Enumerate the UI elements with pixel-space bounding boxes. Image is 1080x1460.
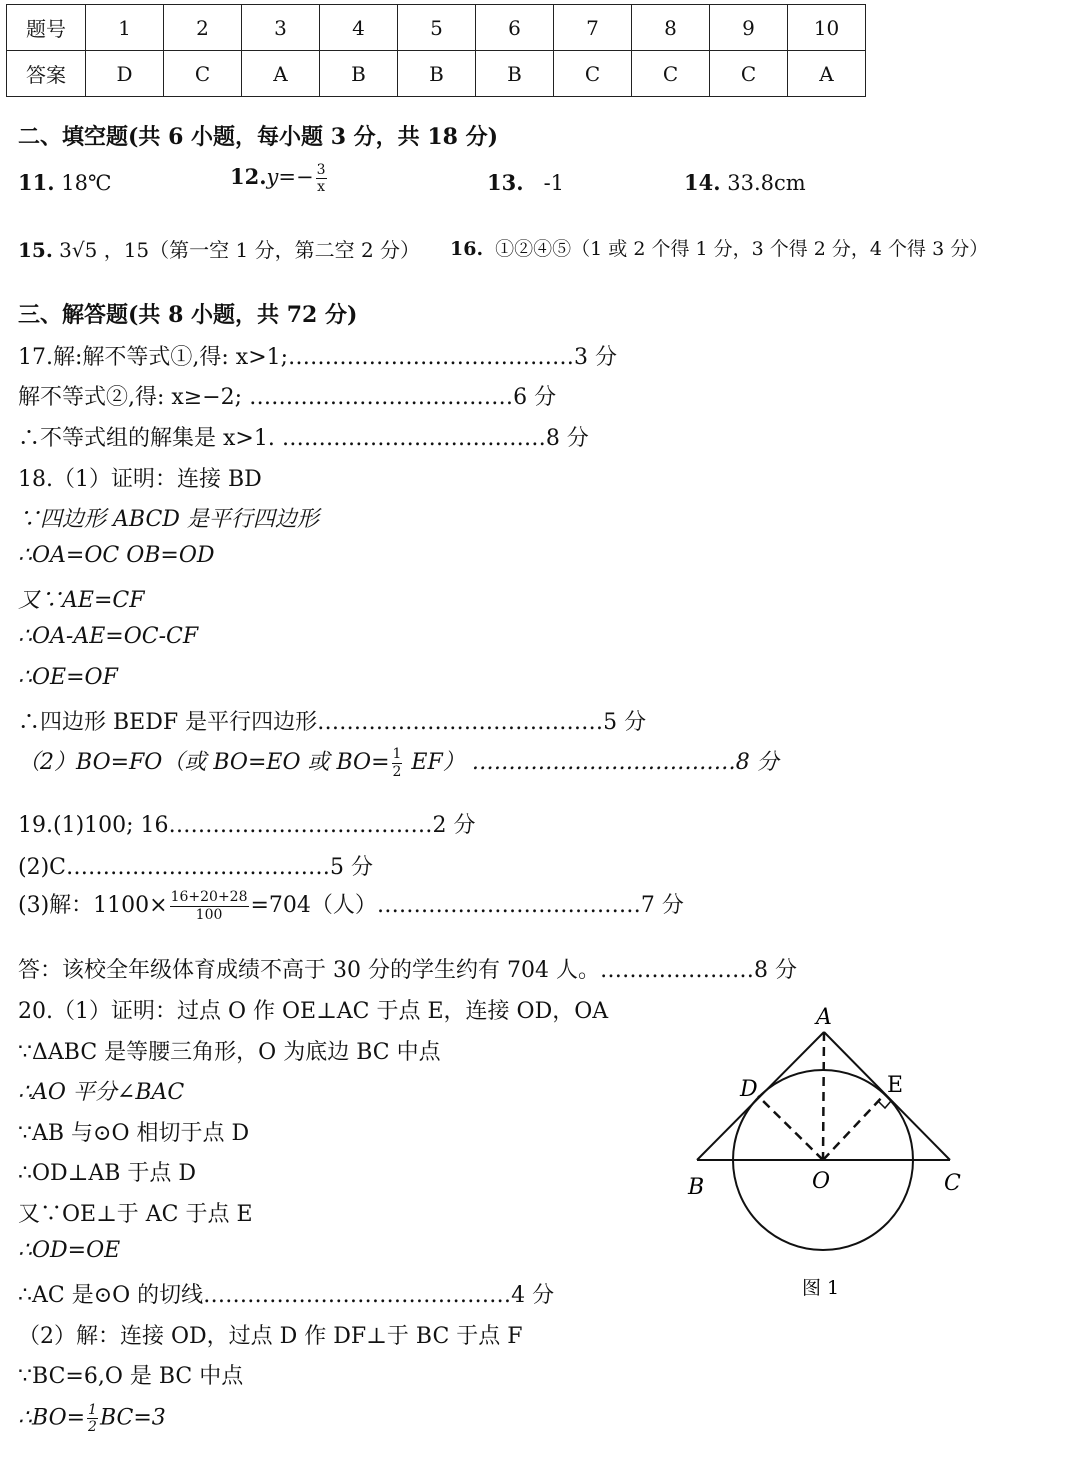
solution-line: （2）解：连接 OD，过点 D 作 DF⊥于 BC 于点 F: [18, 1324, 523, 1349]
section-title-fill: 二、填空题(共 6 小题，每小题 3 分，共 18 分): [18, 124, 499, 150]
solution-line: 又∵AE=CF: [18, 588, 145, 613]
point-label-e: E: [887, 1073, 904, 1098]
answer-value: 18℃: [61, 171, 112, 195]
question-number: 12.: [230, 164, 267, 190]
solution-line: ∴OD⊥AB 于点 D: [18, 1161, 197, 1186]
solution-line: ∴OA-AE=OC-CF: [18, 624, 199, 649]
answer-15: [18, 234, 420, 263]
line-text: BC=3: [99, 1405, 166, 1431]
question-number: 11.: [18, 170, 55, 195]
table-cell: C: [632, 51, 710, 97]
line-text: =704（人）………………………………7 分: [250, 893, 684, 918]
fraction-denominator: 100: [195, 906, 223, 923]
point-label-d: D: [740, 1077, 758, 1102]
point-label-o: O: [812, 1169, 831, 1194]
segment-oe: [823, 1094, 885, 1160]
solution-line: ∴OA=OC OB=OD: [18, 543, 215, 568]
table-cell: 1: [86, 5, 164, 51]
fraction-numerator: 16+20+28: [170, 889, 248, 906]
solution-line: ∵AB 与⊙O 相切于点 D: [18, 1121, 250, 1146]
solution-line: 答：该校全年级体育成绩不高于 30 分的学生约有 704 人。…………………8 分: [18, 958, 797, 983]
table-cell: 10: [788, 5, 866, 51]
question-number: 13.: [487, 170, 524, 195]
table-cell: B: [320, 51, 398, 97]
table-cell: 题号: [7, 5, 86, 51]
line-text: EF） ………………………………8 分: [404, 750, 779, 775]
solution-line: 17.解:解不等式①,得: x>1;…………………………………3 分: [18, 345, 618, 370]
answer-16: [450, 234, 988, 261]
solution-line: [18, 1402, 166, 1435]
answer-13: [487, 170, 564, 195]
fraction-denominator: x: [317, 179, 326, 196]
geometry-figure: [680, 1000, 980, 1310]
solution-line: ∴OD=OE: [18, 1238, 121, 1263]
fraction-numerator: 1: [88, 1402, 97, 1418]
line-text: （2）BO=FO（或 BO=EO 或 BO=: [18, 750, 390, 775]
solution-line: ∵BC=6,O 是 BC 中点: [18, 1364, 244, 1389]
table-cell: A: [788, 51, 866, 97]
table-cell: 5: [398, 5, 476, 51]
fraction: [170, 889, 249, 922]
section-title-solve: 三、解答题(共 8 小题，共 72 分): [18, 302, 358, 328]
solution-line: 又∵OE⊥于 AC 于点 E: [18, 1202, 253, 1227]
answer-value: y=−: [266, 165, 314, 190]
fraction-numerator: 1: [392, 746, 402, 763]
solution-line: ∴不等式组的解集是 x>1. ………………………………8 分: [18, 426, 589, 451]
segment-od: [758, 1096, 823, 1160]
solution-line: 20.（1）证明：过点 O 作 OE⊥AC 于点 E，连接 OD，OA: [18, 999, 609, 1024]
solution-line: 18.（1）证明：连接 BD: [18, 467, 262, 492]
solution-line: ∵四边形 ABCD 是平行四边形: [18, 507, 319, 532]
table-cell: B: [476, 51, 554, 97]
table-cell: 3: [242, 5, 320, 51]
point-label-b: B: [688, 1175, 705, 1200]
line-text: ∴BO=: [18, 1405, 86, 1431]
table-cell: C: [164, 51, 242, 97]
solution-line: [18, 888, 684, 923]
table-cell: C: [710, 51, 788, 97]
table-cell: 7: [554, 5, 632, 51]
point-label-c: C: [944, 1171, 961, 1196]
fraction: [316, 162, 327, 195]
solution-line: [18, 745, 779, 780]
answer-value: -1: [543, 171, 565, 195]
question-number: 14.: [684, 170, 721, 195]
answer-table: [6, 4, 866, 97]
fraction: [392, 746, 403, 779]
solution-line: ∴OE=OF: [18, 665, 118, 690]
line-text: (3)解：1100×: [18, 893, 168, 918]
table-cell: D: [86, 51, 164, 97]
table-row-header: [7, 5, 866, 51]
question-number: 15.: [18, 238, 53, 262]
table-cell: 6: [476, 5, 554, 51]
table-cell: A: [242, 51, 320, 97]
fraction: [87, 1402, 98, 1435]
solution-line: 19.(1)100; 16………………………………2 分: [18, 813, 476, 838]
solution-line: ∵ΔABC 是等腰三角形，O 为底边 BC 中点: [18, 1040, 441, 1065]
table-cell: 4: [320, 5, 398, 51]
solution-line: ∴AC 是⊙O 的切线……………………………………4 分: [18, 1283, 555, 1308]
fraction-denominator: 2: [392, 763, 402, 780]
table-cell: 答案: [7, 51, 86, 97]
point-label-a: A: [816, 1005, 832, 1030]
answer-12: [230, 162, 329, 195]
table-row-answers: [7, 51, 866, 97]
answer-value: 3√5 ，15（第一空 1 分，第二空 2 分）: [59, 238, 421, 262]
right-angle-mark: [878, 1101, 891, 1108]
question-number: 16.: [450, 238, 484, 260]
table-cell: 2: [164, 5, 242, 51]
answer-14: [684, 170, 806, 195]
fraction-denominator: 2: [88, 1419, 97, 1436]
segment-ao: [823, 1032, 824, 1160]
answer-value: ①②④⑤（1 或 2 个得 1 分，3 个得 2 分，4 个得 3 分）: [495, 238, 989, 260]
table-cell: B: [398, 51, 476, 97]
solution-line: ∴四边形 BEDF 是平行四边形…………………………………5 分: [18, 710, 647, 735]
solution-line: ∴AO 平分∠BAC: [18, 1080, 185, 1105]
figure-caption: 图 1: [802, 1277, 840, 1299]
solution-line: (2)C………………………………5 分: [18, 855, 373, 880]
table-cell: 9: [710, 5, 788, 51]
table-cell: 8: [632, 5, 710, 51]
solution-line: 解不等式②,得: x≥−2; ………………………………6 分: [18, 385, 557, 410]
answer-11: [18, 170, 111, 195]
answer-value: 33.8cm: [727, 171, 806, 195]
fraction-numerator: 3: [316, 162, 326, 178]
table-cell: C: [554, 51, 632, 97]
